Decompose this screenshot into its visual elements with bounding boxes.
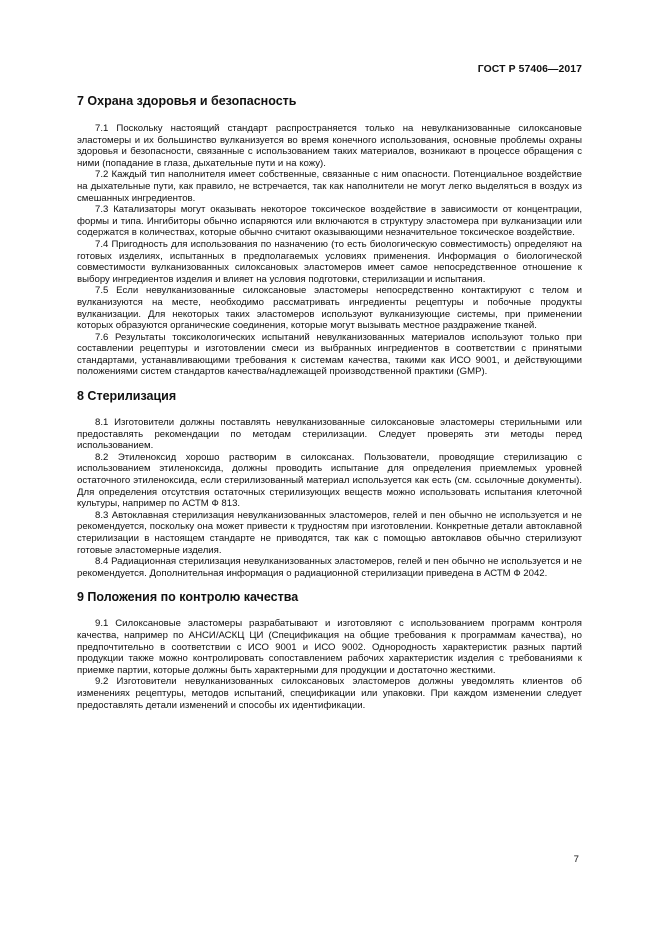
paragraph-7-3: 7.3 Катализаторы могут оказывать некоторое токсическое воздействие в зависимости от концентрации, формы и типа. Ингибиторы обычно испаряются или включаются в структуру эластомера при вулканизации или содержатся в количествах, которые обычно считают оказывающими незначительное токсическое воздействие. (77, 204, 582, 239)
paragraph-8-1: 8.1 Изготовители должны поставлять невулканизованные силоксановые эластомеры стерильными или предоставлять рекомендации по методам стерилизации. Следует проверять эти методы перед использованием. (77, 417, 582, 452)
paragraph-7-1: 7.1 Поскольку настоящий стандарт распространяется только на невулканизованные силоксановые эластомеры и их большинство вулканизуется во время конечного использования, основные проблемы охраны здоровья и безопасности, связанные с использованием таких материалов, возникают в процессе обращения с ними (попадание в глаза, дыхательные пути и на кожу). (77, 123, 582, 169)
paragraph-7-5: 7.5 Если невулканизованные силоксановые эластомеры непосредственно контактируют с телом и вулканизуются на месте, необходимо рассматривать ингредиенты рецептуры и побочные продукты вулканизации. Для некоторых таких эластомеров используют вулканизующие системы, при применении которых образуются органические соединения, которые могут вызывать местное раздражение тканей. (77, 285, 582, 332)
paragraph-7-6: 7.6 Результаты токсикологических испытаний невулканизованных материалов используют только при составлении рецептуры и изготовлении смеси из выбранных ингредиентов в соответствии с принятыми стандартами, устанавливающими требования к системам качества, такими как ИСО 9001, и действующими положениями систем стандартов качества/надлежащей производственной практики (GMP). (77, 331, 582, 378)
paragraph-9-1: 9.1 Силоксановые эластомеры разрабатывают и изготовляют с использованием программ контроля качества, например по АНСИ/АСКЦ ЦИ (Спецификация на общие требования к программам качества), но предпочтительно в соответствии с ИСО 9001 и ИСО 9002. Однородность характеристик разных партий продукции также можно контролировать сопоставлением рабочих характеристик изделия с требованиями к приемке партии, которые должны быть характерными для продукции и достаточно жесткими. (77, 618, 582, 676)
paragraph-7-2: 7.2 Каждый тип наполнителя имеет собственные, связанные с ним опасности. Потенциальное воздействие на дыхательные пути, как правило, не встречается, так как наполнители не могут легко выделяться в воздух из смешанных ингредиентов. (77, 169, 582, 204)
paragraph-8-4: 8.4 Радиационная стерилизация невулканизованных эластомеров, гелей и пен обычно не используется и не рекомендуется. Дополнительная информация о радиационной стерилизации приведена в АСТМ Ф 2042. (77, 556, 582, 579)
paragraph-8-2: 8.2 Этиленоксид хорошо растворим в силоксанах. Пользователи, проводящие стерилизацию с использованием этиленоксида, должны проводить испытание для определения приемлемых уровней остаточного этиленоксида, если стерилизованный материал используется как есть (см. ссылочные документы). Для определения отсутствия остаточных стерилизующих веществ можно использовать испытания клеточной культуры, например по АСТМ Ф 813. (77, 451, 582, 510)
document-code-header: ГОСТ Р 57406—2017 (477, 64, 582, 75)
section-8-heading: 8 Стерилизация (77, 389, 177, 404)
paragraph-8-3: 8.3 Автоклавная стерилизация невулканизованных эластомеров, гелей и пен обычно не используется и не рекомендуется, поскольку она может привести к трудностям при изготовлении. Конкретные детали автоклавной стерилизации в настоящем стандарте не приводятся, так как с помощью автоклавов обычно стерилизуют готовые эластомерные изделия. (77, 509, 582, 556)
paragraph-7-4: 7.4 Пригодность для использования по назначению (то есть биологическую совместимость) определяют на готовых изделиях, испытанных в предполагаемых условиях применения. Информация о биологической совместимости вулканизованных силоксановых эластомеров имеет самое непосредственное отношение к выбору ингредиентов изделия и влияет на условия подготовки, стерилизации и испытания. (77, 238, 582, 285)
document-body (77, 93, 582, 711)
section-7-heading: 7 Охрана здоровья и безопасность (77, 94, 297, 108)
section-9-heading: 9 Положения по контролю качества (77, 590, 299, 605)
page-number: 7 (573, 854, 579, 865)
paragraph-9-2: 9.2 Изготовители невулканизованных силоксановых эластомеров должны уведомлять клиентов об изменениях рецептуры, методов испытаний, спецификации или упаковки. При каждом изменении следует предоставлять детали изменений и способы их идентификации. (77, 676, 582, 711)
